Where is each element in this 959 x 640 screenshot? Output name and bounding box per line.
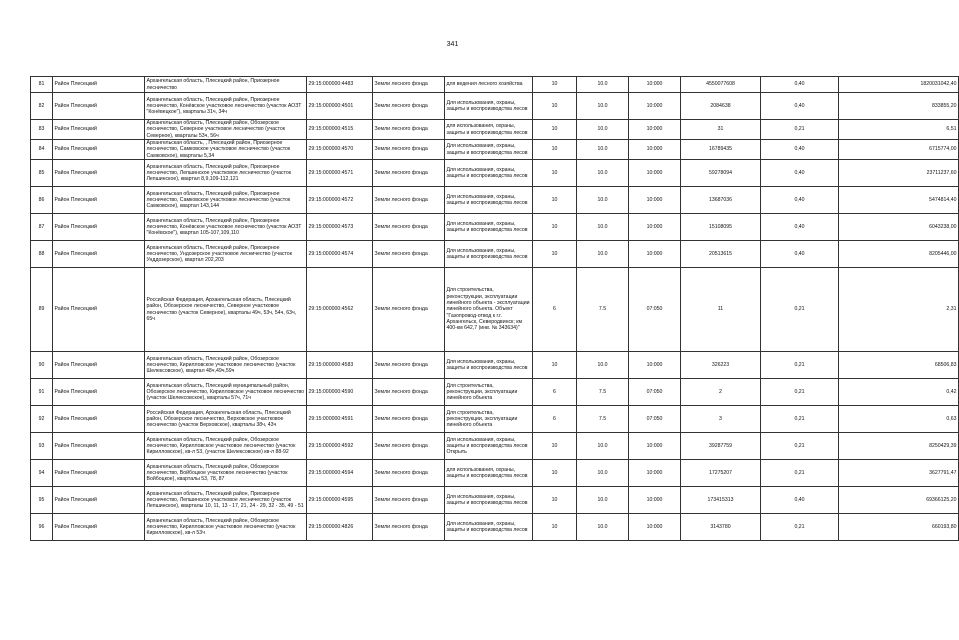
land-category-cell: Земли лесного фонда bbox=[373, 514, 445, 541]
cadastral-value-cell: 0,42 bbox=[839, 379, 959, 406]
cadastral-value-cell: 6715774,00 bbox=[839, 140, 959, 160]
cadastral-value-cell: 1820031042,40 bbox=[839, 77, 959, 93]
permitted-use-cell: Для использования, охраны, защиты и воспроизводства лесов bbox=[445, 241, 533, 268]
table-row bbox=[31, 379, 959, 406]
code-b-cell: 10.0 bbox=[577, 140, 629, 160]
district-cell: Район Плесецкий bbox=[53, 241, 145, 268]
coefficient-cell: 0,40 bbox=[761, 487, 839, 514]
cadastral-number-cell: 29:15:000000:4594 bbox=[307, 460, 373, 487]
code-a-cell: 10 bbox=[533, 241, 577, 268]
code-a-cell: 10 bbox=[533, 140, 577, 160]
area-cell: 17275207 bbox=[681, 460, 761, 487]
area-cell: 31 bbox=[681, 120, 761, 140]
table-row bbox=[31, 140, 959, 160]
table-row bbox=[31, 120, 959, 140]
cadastral-number-cell: 29:15:000000:4592 bbox=[307, 433, 373, 460]
table-row bbox=[31, 77, 959, 93]
row-number: 94 bbox=[31, 460, 53, 487]
area-cell: 20513615 bbox=[681, 241, 761, 268]
district-cell: Район Плесецкий bbox=[53, 433, 145, 460]
code-a-cell: 10 bbox=[533, 460, 577, 487]
cadastral-value-cell: 3627791,47 bbox=[839, 460, 959, 487]
code-a-cell: 10 bbox=[533, 77, 577, 93]
row-number: 85 bbox=[31, 160, 53, 187]
table-row bbox=[31, 514, 959, 541]
address-cell: Архангельская область, Плесецкий район, Обозерское лесничество, Кирилловское участковое лесничество (участок Кирилловское), кв-л 53ч bbox=[145, 514, 307, 541]
area-cell: 15108095 bbox=[681, 214, 761, 241]
area-cell: 11 bbox=[681, 268, 761, 352]
district-cell: Район Плесецкий bbox=[53, 214, 145, 241]
code-c-cell: 10:000 bbox=[629, 241, 681, 268]
permitted-use-cell: Для использования, охраны, защиты и воспроизводства лесов bbox=[445, 140, 533, 160]
table-row bbox=[31, 352, 959, 379]
code-a-cell: 6 bbox=[533, 379, 577, 406]
page-number: 341 bbox=[446, 41, 459, 48]
address-cell: Архангельская область, Плесецкий район, Приозерное лесничество, Лепшинское участковое лесничество (участок Лепшинское), кварталы 10, 11, 13 - 17, 21, 24 - 29, 32 - 35, 49 - 51 bbox=[145, 487, 307, 514]
area-cell: 16789435 bbox=[681, 140, 761, 160]
cadastral-number-cell: 29:15:000000:4571 bbox=[307, 160, 373, 187]
table-row bbox=[31, 214, 959, 241]
row-number: 92 bbox=[31, 406, 53, 433]
permitted-use-cell: Для строительства, реконструкции, эксплуатации линейного объекта bbox=[445, 379, 533, 406]
land-category-cell: Земли лесного фонда bbox=[373, 160, 445, 187]
code-b-cell: 7.5 bbox=[577, 379, 629, 406]
district-cell: Район Плесецкий bbox=[53, 77, 145, 93]
coefficient-cell: 0,40 bbox=[761, 93, 839, 120]
land-register-table bbox=[30, 76, 959, 541]
table-body bbox=[31, 77, 959, 541]
code-b-cell: 10.0 bbox=[577, 160, 629, 187]
address-cell: Архангельская область, Плесецкий муниципальный район, Обозерское лесничество, Кирилловское участковое лесничество (участок Шелексовское), кварталы 57ч, 71ч bbox=[145, 379, 307, 406]
land-category-cell: Земли лесного фонда bbox=[373, 268, 445, 352]
address-cell: Архангельская область, Плесецкий район, Обозерское лесничество, Северное участковое лесничество (участок Северное), кварталы 53ч, 56ч bbox=[145, 120, 307, 140]
permitted-use-cell: Для использования, охраны, защиты и воспроизводства лесов bbox=[445, 514, 533, 541]
cadastral-value-cell: 8205446,00 bbox=[839, 241, 959, 268]
district-cell: Район Плесецкий bbox=[53, 120, 145, 140]
code-b-cell: 10.0 bbox=[577, 352, 629, 379]
code-c-cell: 07:050 bbox=[629, 379, 681, 406]
district-cell: Район Плесецкий bbox=[53, 160, 145, 187]
row-number: 81 bbox=[31, 77, 53, 93]
code-a-cell: 6 bbox=[533, 268, 577, 352]
cadastral-number-cell: 29:15:000000:4591 bbox=[307, 406, 373, 433]
cadastral-value-cell: 6,51 bbox=[839, 120, 959, 140]
coefficient-cell: 0,40 bbox=[761, 160, 839, 187]
area-cell: 173415313 bbox=[681, 487, 761, 514]
code-c-cell: 10:000 bbox=[629, 140, 681, 160]
area-cell: 326223 bbox=[681, 352, 761, 379]
code-b-cell: 10.0 bbox=[577, 460, 629, 487]
address-cell: Архангельская область, , Плесецкий район, Приозерное лесничество, Самковское участковое лесничество (участок Самковское), кварталы 5,34 bbox=[145, 140, 307, 160]
district-cell: Район Плесецкий bbox=[53, 93, 145, 120]
cadastral-number-cell: 29:15:000000:4562 bbox=[307, 268, 373, 352]
district-cell: Район Плесецкий bbox=[53, 268, 145, 352]
area-cell: 2084638 bbox=[681, 93, 761, 120]
district-cell: Район Плесецкий bbox=[53, 140, 145, 160]
coefficient-cell: 0,40 bbox=[761, 187, 839, 214]
code-c-cell: 07:050 bbox=[629, 268, 681, 352]
code-a-cell: 10 bbox=[533, 514, 577, 541]
code-c-cell: 10:000 bbox=[629, 120, 681, 140]
row-number: 83 bbox=[31, 120, 53, 140]
cadastral-value-cell: 5474814,40 bbox=[839, 187, 959, 214]
code-c-cell: 10:000 bbox=[629, 160, 681, 187]
row-number: 89 bbox=[31, 268, 53, 352]
code-c-cell: 10:000 bbox=[629, 352, 681, 379]
district-cell: Район Плесецкий bbox=[53, 487, 145, 514]
code-c-cell: 10:000 bbox=[629, 433, 681, 460]
cadastral-number-cell: 29:15:000000:4483 bbox=[307, 77, 373, 93]
address-cell: Архангельская область, Плесецкий район, Обозерское лесничество, Войбоцкое участковое лесничество (участок Войбоцкое), кварталы 53, 78, 87 bbox=[145, 460, 307, 487]
code-a-cell: 10 bbox=[533, 160, 577, 187]
address-cell: Архангельская область, Плесецкий район, Обозерское лесничество, Кирилловское участковое лесничество (участок Шелексовское), квартал 48ч,49ч,59ч bbox=[145, 352, 307, 379]
cadastral-value-cell: 69366125,20 bbox=[839, 487, 959, 514]
row-number: 88 bbox=[31, 241, 53, 268]
code-c-cell: 07:050 bbox=[629, 406, 681, 433]
row-number: 84 bbox=[31, 140, 53, 160]
address-cell: Архангельская область, Плесецкий район, Приозерное лесничество, Конёвское участковое лесничество (участок АОЗТ "Конёвское"), квартал 105-107,109,110 bbox=[145, 214, 307, 241]
code-b-cell: 10.0 bbox=[577, 433, 629, 460]
cadastral-number-cell: 29:15:000000:4595 bbox=[307, 487, 373, 514]
coefficient-cell: 0,21 bbox=[761, 268, 839, 352]
permitted-use-cell: Для использования, охраны, защиты и воспроизводства лесов bbox=[445, 352, 533, 379]
code-c-cell: 10:000 bbox=[629, 487, 681, 514]
area-cell: 2 bbox=[681, 379, 761, 406]
code-c-cell: 10:000 bbox=[629, 214, 681, 241]
cadastral-number-cell: 29:15:000000:4583 bbox=[307, 352, 373, 379]
land-category-cell: Земли лесного фонда bbox=[373, 214, 445, 241]
cadastral-number-cell: 29:15:000000:4515 bbox=[307, 120, 373, 140]
coefficient-cell: 0,21 bbox=[761, 120, 839, 140]
permitted-use-cell: Для использования, охраны, защиты и воспроизводства лесов bbox=[445, 487, 533, 514]
permitted-use-cell: для использования, охраны, защиты и воспроизводства лесов bbox=[445, 120, 533, 140]
cadastral-number-cell: 29:15:000000:4570 bbox=[307, 140, 373, 160]
code-b-cell: 10.0 bbox=[577, 120, 629, 140]
coefficient-cell: 0,40 bbox=[761, 140, 839, 160]
cadastral-number-cell: 29:15:000000:4572 bbox=[307, 187, 373, 214]
coefficient-cell: 0,21 bbox=[761, 406, 839, 433]
coefficient-cell: 0,21 bbox=[761, 460, 839, 487]
table-row bbox=[31, 187, 959, 214]
cadastral-number-cell: 29:15:000000:4573 bbox=[307, 214, 373, 241]
permitted-use-cell: для ведения лесного хозяйства bbox=[445, 77, 533, 93]
code-b-cell: 10.0 bbox=[577, 241, 629, 268]
land-category-cell: Земли лесного фонда bbox=[373, 433, 445, 460]
district-cell: Район Плесецкий bbox=[53, 379, 145, 406]
table-row bbox=[31, 406, 959, 433]
district-cell: Район Плесецкий bbox=[53, 514, 145, 541]
code-a-cell: 10 bbox=[533, 214, 577, 241]
address-cell: Архангельская область, Плесецкий район, Приозерное лесничество, Лепшинское участковое лесничество (участок Лепшинское), квартал 8,9,109-112,121 bbox=[145, 160, 307, 187]
district-cell: Район Плесецкий bbox=[53, 187, 145, 214]
area-cell: 39287759 bbox=[681, 433, 761, 460]
land-category-cell: Земли лесного фонда bbox=[373, 406, 445, 433]
code-c-cell: 10:000 bbox=[629, 187, 681, 214]
cadastral-value-cell: 23711237,60 bbox=[839, 160, 959, 187]
coefficient-cell: 0,40 bbox=[761, 241, 839, 268]
land-category-cell: Земли лесного фонда bbox=[373, 77, 445, 93]
code-b-cell: 10.0 bbox=[577, 93, 629, 120]
code-b-cell: 10.0 bbox=[577, 77, 629, 93]
code-c-cell: 10:000 bbox=[629, 93, 681, 120]
land-category-cell: Земли лесного фонда bbox=[373, 120, 445, 140]
cadastral-value-cell: 68506,83 bbox=[839, 352, 959, 379]
code-b-cell: 7.5 bbox=[577, 268, 629, 352]
area-cell: 13687036 bbox=[681, 187, 761, 214]
cadastral-value-cell: 833855,20 bbox=[839, 93, 959, 120]
coefficient-cell: 0,21 bbox=[761, 352, 839, 379]
code-b-cell: 10.0 bbox=[577, 214, 629, 241]
cadastral-number-cell: 29:15:000000:4826 bbox=[307, 514, 373, 541]
address-cell: Архангельская область, Плесецкий район, Приозерное лесничество, Ундозерское участковое лесничество (участок Унддозерское), квартал 202,203 bbox=[145, 241, 307, 268]
code-a-cell: 10 bbox=[533, 120, 577, 140]
code-a-cell: 10 bbox=[533, 352, 577, 379]
code-c-cell: 10:000 bbox=[629, 460, 681, 487]
row-number: 87 bbox=[31, 214, 53, 241]
table-row bbox=[31, 433, 959, 460]
cadastral-number-cell: 29:15:000000:4501 bbox=[307, 93, 373, 120]
coefficient-cell: 0,40 bbox=[761, 77, 839, 93]
row-number: 91 bbox=[31, 379, 53, 406]
address-cell: Архангельская область, Плесецкий район, Приозерное лесничество, Конёвское участковое лесничество (участок АОЗТ "Конёвецкое"), кварталы 31ч, 34ч bbox=[145, 93, 307, 120]
code-a-cell: 10 bbox=[533, 487, 577, 514]
code-b-cell: 10.0 bbox=[577, 487, 629, 514]
row-number: 96 bbox=[31, 514, 53, 541]
land-category-cell: Земли лесного фонда bbox=[373, 379, 445, 406]
code-a-cell: 6 bbox=[533, 406, 577, 433]
area-cell: 3143780 bbox=[681, 514, 761, 541]
address-cell: Российская Федерация, Архангельская область, Плесецкий район, Обозерское лесничество, Северное участковое лесничество (участок Северное), кварталы 49ч, 53ч, 54ч, 63ч, 65ч bbox=[145, 268, 307, 352]
land-category-cell: Земли лесного фонда bbox=[373, 241, 445, 268]
permitted-use-cell: Для использования, охраны, защиты и воспроизводства лесов bbox=[445, 93, 533, 120]
permitted-use-cell: для использования, охраны, защиты и воспроизводства лесов bbox=[445, 460, 533, 487]
cadastral-value-cell: 2,31 bbox=[839, 268, 959, 352]
row-number: 82 bbox=[31, 93, 53, 120]
coefficient-cell: 0,40 bbox=[761, 214, 839, 241]
address-cell: Архангельская область, Плесецкий район, Приозерное лесничество, Самковское участковое лесничество (участок Самковское), квартал 143,144 bbox=[145, 187, 307, 214]
table-row bbox=[31, 241, 959, 268]
permitted-use-cell: Для использования, охраны, защиты и воспроизводства лесов bbox=[445, 214, 533, 241]
permitted-use-cell: Для использования, охраны, защиты и воспроизводства лесов Открыть bbox=[445, 433, 533, 460]
address-cell: Архангельская область, Плесецкий район, Приозерное лесничество bbox=[145, 77, 307, 93]
code-b-cell: 10.0 bbox=[577, 187, 629, 214]
permitted-use-cell: Для строительства, реконструкции, эксплуатации линейного объекта bbox=[445, 406, 533, 433]
area-cell: 4550077608 bbox=[681, 77, 761, 93]
code-a-cell: 10 bbox=[533, 433, 577, 460]
table-row bbox=[31, 93, 959, 120]
land-category-cell: Земли лесного фонда bbox=[373, 352, 445, 379]
code-b-cell: 10.0 bbox=[577, 514, 629, 541]
coefficient-cell: 0,21 bbox=[761, 514, 839, 541]
table-row bbox=[31, 487, 959, 514]
table-row bbox=[31, 160, 959, 187]
coefficient-cell: 0,21 bbox=[761, 433, 839, 460]
permitted-use-cell: Для использования, охраны, защиты и воспроизводства лесов bbox=[445, 160, 533, 187]
district-cell: Район Плесецкий bbox=[53, 352, 145, 379]
land-category-cell: Земли лесного фонда bbox=[373, 187, 445, 214]
cadastral-number-cell: 29:15:000000:4574 bbox=[307, 241, 373, 268]
table-row bbox=[31, 460, 959, 487]
row-number: 90 bbox=[31, 352, 53, 379]
land-category-cell: Земли лесного фонда bbox=[373, 93, 445, 120]
cadastral-value-cell: 0,63 bbox=[839, 406, 959, 433]
table-row bbox=[31, 268, 959, 352]
area-cell: 59278094 bbox=[681, 160, 761, 187]
permitted-use-cell: Для строительства, реконструкции, эксплуатации линейного объекта - эксплуатации линейного объекта. Объект "Газопровод-отвод к г.г. Архангельск, Северодвинск; км 400-км 642,7 (инв. № 343634)" bbox=[445, 268, 533, 352]
land-category-cell: Земли лесного фонда bbox=[373, 460, 445, 487]
code-a-cell: 10 bbox=[533, 93, 577, 120]
cadastral-number-cell: 29:15:000000:4590 bbox=[307, 379, 373, 406]
cadastral-value-cell: 8250429,39 bbox=[839, 433, 959, 460]
coefficient-cell: 0,21 bbox=[761, 379, 839, 406]
area-cell: 3 bbox=[681, 406, 761, 433]
cadastral-value-cell: 660193,80 bbox=[839, 514, 959, 541]
row-number: 93 bbox=[31, 433, 53, 460]
permitted-use-cell: Для использования, охраны, защиты и воспроизводства лесов bbox=[445, 187, 533, 214]
cadastral-value-cell: 6043238,00 bbox=[839, 214, 959, 241]
district-cell: Район Плесецкий bbox=[53, 460, 145, 487]
code-b-cell: 7.5 bbox=[577, 406, 629, 433]
code-a-cell: 10 bbox=[533, 187, 577, 214]
code-c-cell: 10:000 bbox=[629, 514, 681, 541]
address-cell: Российская Федерация, Архангельская область, Плесецкий район, Обозерское лесничество, Верховское участковое лесничество (участок Верховское), кварталы 38ч, 43ч bbox=[145, 406, 307, 433]
address-cell: Архангельская область, Плесецкий район, Обозерское лесничество, Кирилловское участковое лесничество (участок Кирилловское), кв-л 53, (участок Шелексовское) кв-л 88-92 bbox=[145, 433, 307, 460]
row-number: 95 bbox=[31, 487, 53, 514]
row-number: 86 bbox=[31, 187, 53, 214]
land-category-cell: Земли лесного фонда bbox=[373, 140, 445, 160]
code-c-cell: 10:000 bbox=[629, 77, 681, 93]
land-category-cell: Земли лесного фонда bbox=[373, 487, 445, 514]
district-cell: Район Плесецкий bbox=[53, 406, 145, 433]
